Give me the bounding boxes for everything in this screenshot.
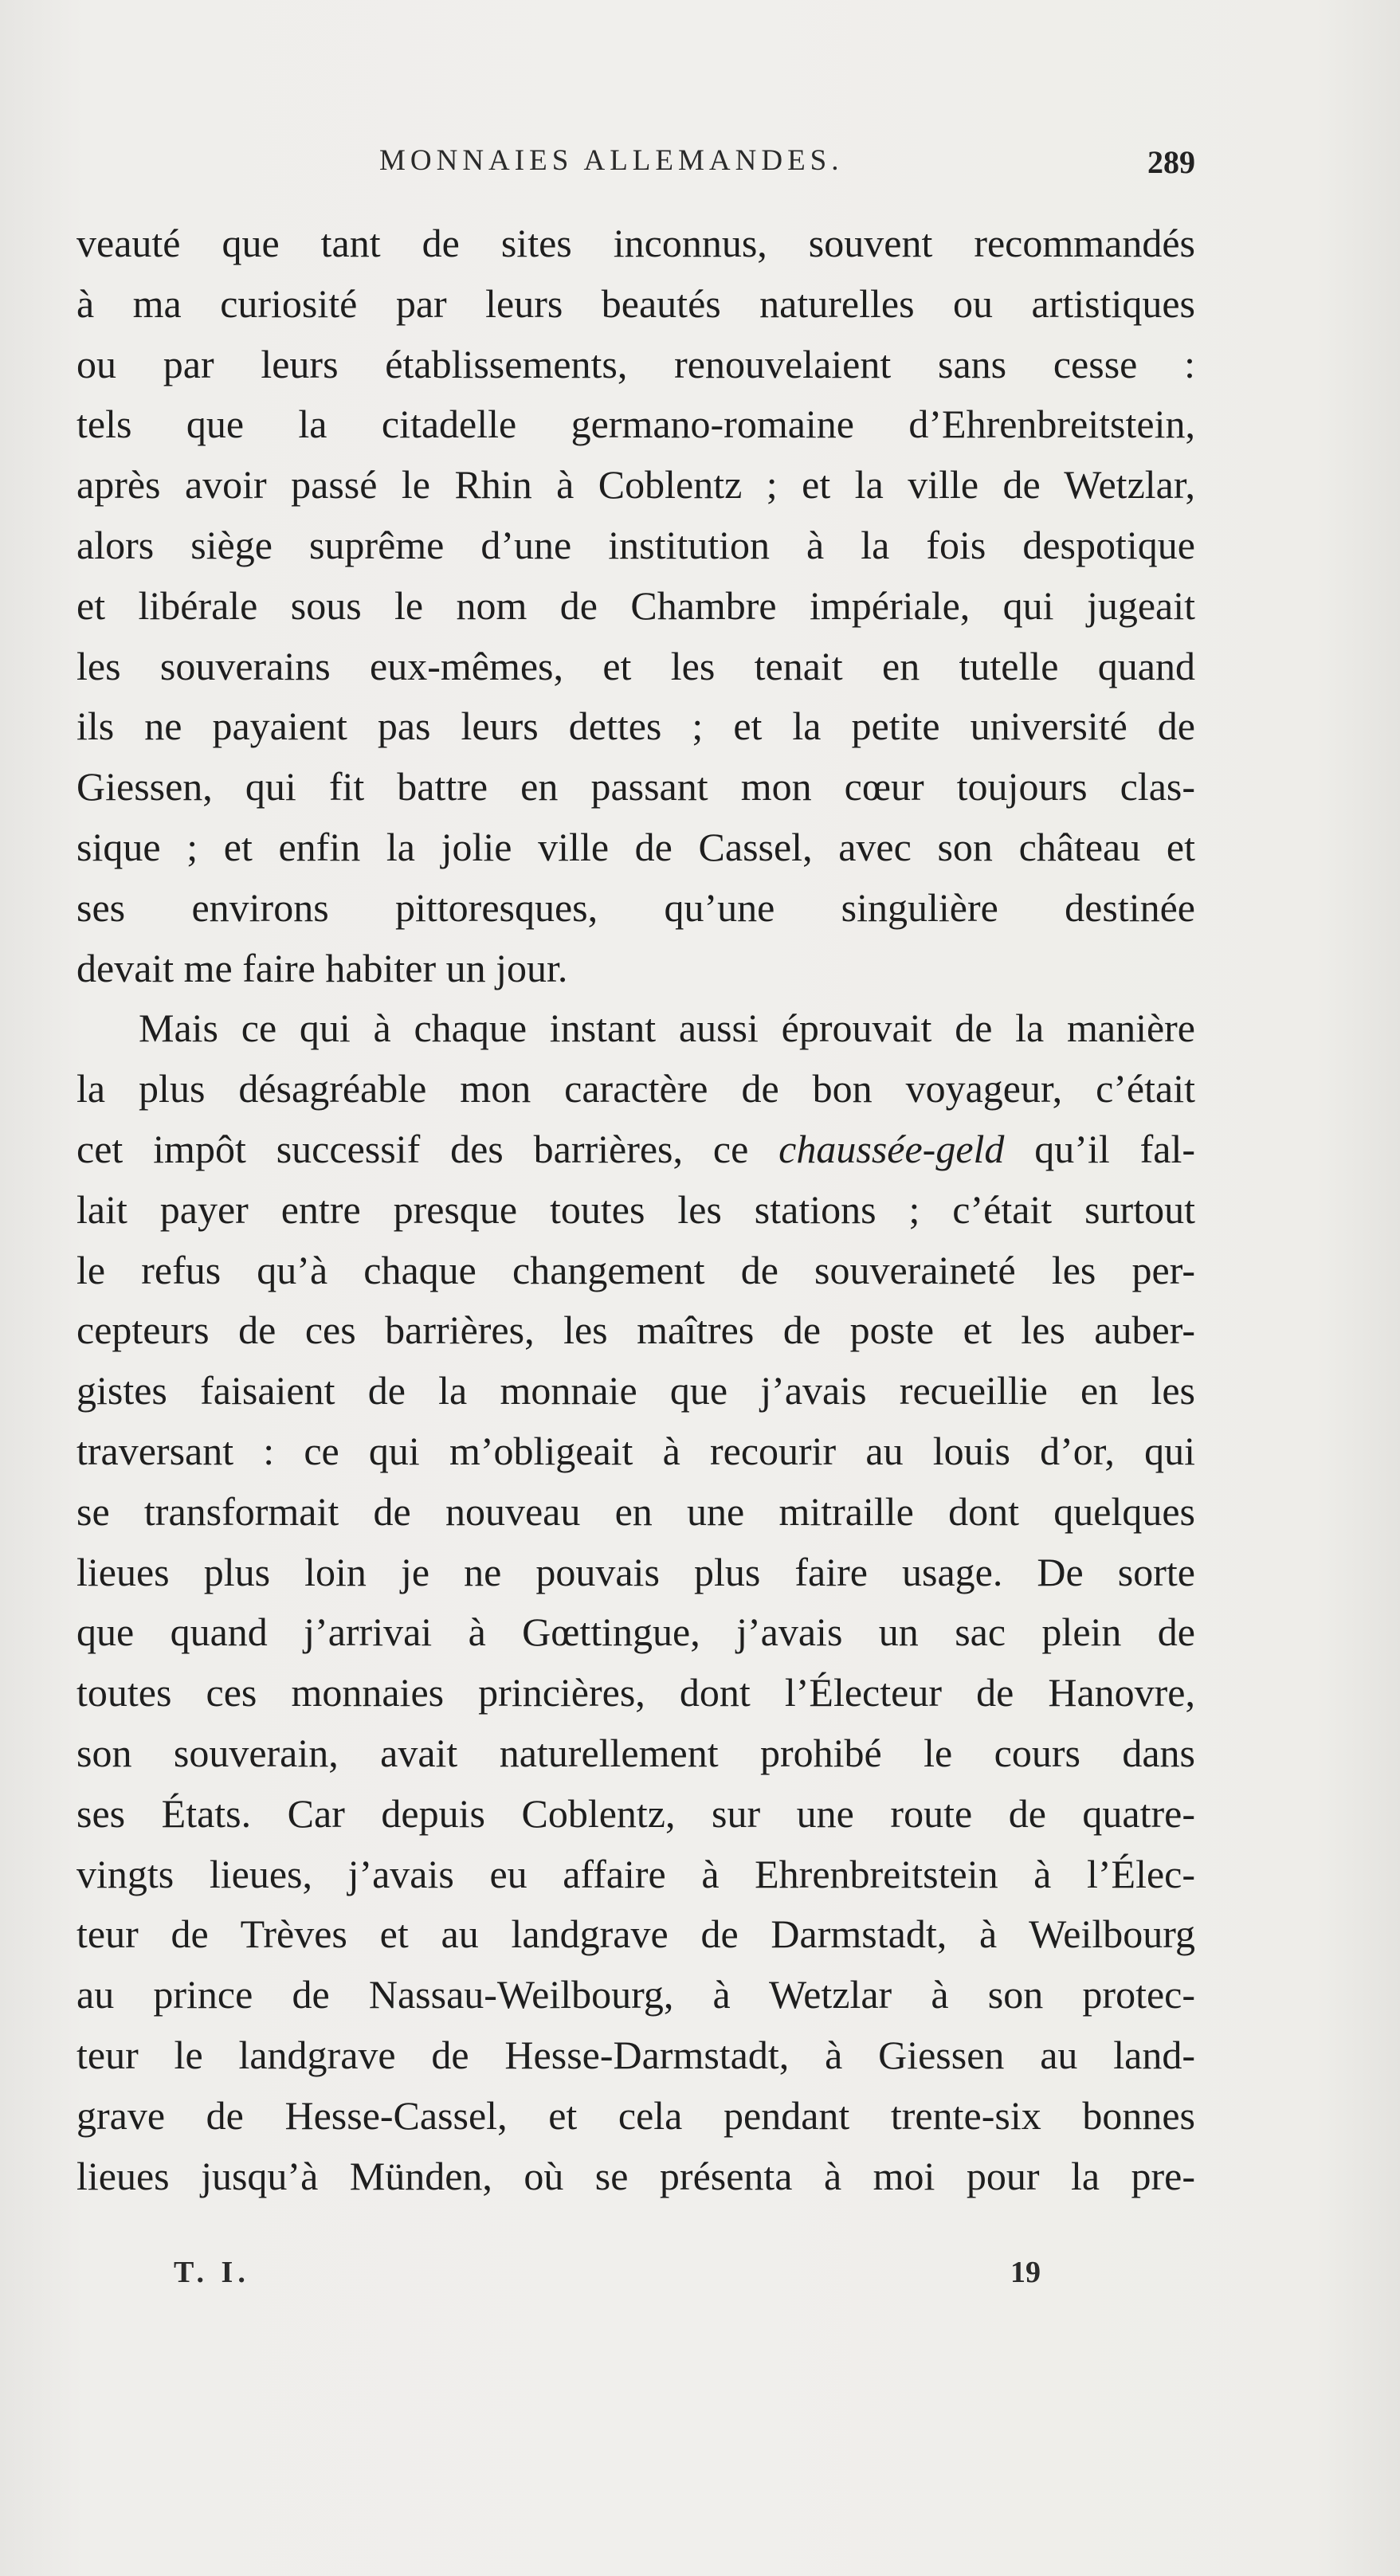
text-line-italic: cet impôt successif des barrières, ce chaussée-geld qu’il fal- xyxy=(76,1126,1195,1171)
text-line: se transformait de nouveau en une mitraille dont quelques xyxy=(76,1488,1195,1534)
running-head xyxy=(76,143,1195,191)
page-number: 289 xyxy=(1147,144,1195,180)
volume-signature: T. I. xyxy=(174,2256,250,2289)
text-line: Mais ce qui à chaque instant aussi éprouvait de la manière xyxy=(139,1006,1195,1051)
text-line: que quand j’arrivai à Gœttingue, j’avais un sac plein de xyxy=(76,1610,1195,1655)
text-line: ou par leurs établissements, renouvelaient sans cesse : xyxy=(76,341,1195,386)
text-line: après avoir passé le Rhin à Coblentz ; et la ville de Wetzlar, xyxy=(76,462,1195,508)
text-line: le refus qu’à chaque changement de souveraineté les per- xyxy=(76,1247,1195,1292)
text-line: teur le landgrave de Hesse-Darmstadt, à Giessen au land- xyxy=(76,2032,1195,2077)
text-line: Giessen, qui fit battre en passant mon cœur toujours clas- xyxy=(76,764,1195,810)
text-line: toutes ces monnaies princières, dont l’Électeur de Hanovre, xyxy=(76,1670,1195,1715)
text-line: tels que la citadelle germano-romaine d’Ehrenbreitstein, xyxy=(76,402,1195,447)
text-line: lait payer entre presque toutes les stations ; c’était surtout xyxy=(76,1186,1195,1232)
italic-term: chaussée-geld xyxy=(778,1126,1005,1171)
text-line: et libérale sous le nom de Chambre impériale, qui jugeait xyxy=(76,582,1195,628)
text-line: la plus désagréable mon caractère de bon voyageur, c’était xyxy=(76,1066,1195,1112)
text-line: au prince de Nassau-Weilbourg, à Wetzlar à son protec- xyxy=(76,1972,1195,2017)
text-line: vingts lieues, j’avais eu affaire à Ehrenbreitstein à l’Élec- xyxy=(76,1851,1195,1896)
text-line: traversant : ce qui m’obligeait à recourir au louis d’or, qui xyxy=(76,1428,1195,1473)
text-line: sique ; et enfin la jolie ville de Cassel, avec son château et xyxy=(76,824,1195,869)
gathering-number: 19 xyxy=(1010,2256,1041,2289)
text-line: teur de Trèves et au landgrave de Darmstadt, à Weilbourg xyxy=(76,1911,1195,1957)
text-line: cepteurs de ces barrières, les maîtres de poste et les auber- xyxy=(76,1308,1195,1353)
text-line: son souverain, avait naturellement prohibé le cours dans xyxy=(76,1730,1195,1775)
body-text xyxy=(76,214,1195,2206)
text-line: veauté que tant de sites inconnus, souvent recommandés xyxy=(76,221,1195,265)
text-line: alors siège suprême d’une institution à la fois despotique xyxy=(76,522,1195,567)
text-line: à ma curiosité par leurs beautés naturelles ou artistiques xyxy=(76,280,1195,326)
text-line: ses environs pittoresques, qu’une singulière destinée xyxy=(76,884,1195,930)
text-line: les souverains eux-mêmes, et les tenait en tutelle quand xyxy=(76,643,1195,688)
text-line: ils ne payaient pas leurs dettes ; et la petite université de xyxy=(76,704,1195,749)
text-line: ses États. Car depuis Coblentz, sur une route de quatre- xyxy=(76,1790,1195,1836)
text-line: grave de Hesse-Cassel, et cela pendant trente-six bonnes xyxy=(76,2092,1195,2138)
page-footer xyxy=(76,2255,1195,2303)
text-line: gistes faisaient de la monnaie que j’avais recueillie en les xyxy=(76,1368,1195,1413)
text-line: lieues plus loin je ne pouvais plus faire usage. De sorte xyxy=(76,1549,1195,1594)
text-line: lieues jusqu’à Münden, où se présenta à moi pour la pre- xyxy=(76,2153,1195,2198)
text-line: devait me faire habiter un jour. xyxy=(76,945,568,990)
running-title: MONNAIES ALLEMANDES. xyxy=(379,144,844,177)
